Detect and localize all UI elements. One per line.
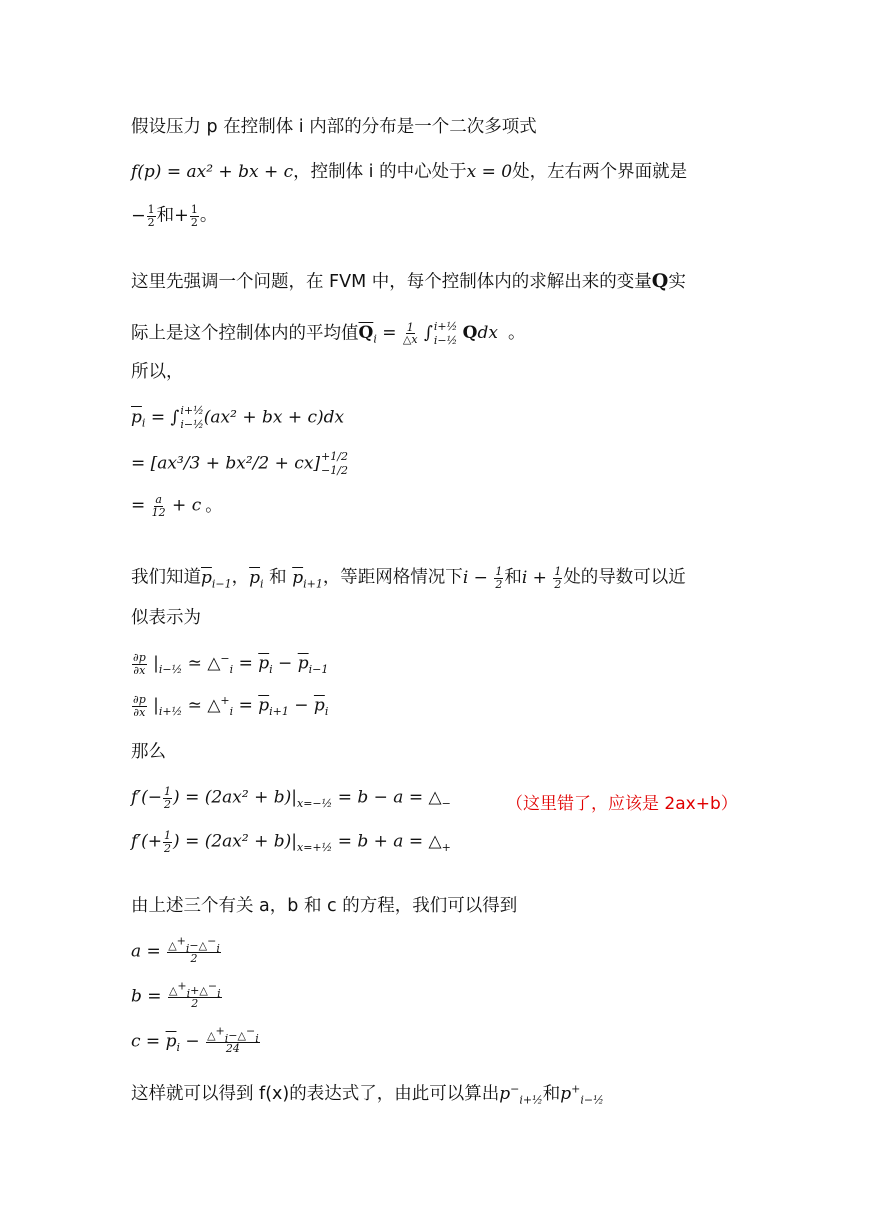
para2-line3: 所以， [131, 362, 184, 382]
variable-q: Q [651, 270, 669, 292]
para3-text-b: ， [231, 567, 250, 588]
upper-limit: +1/2 [321, 450, 348, 463]
solution-c: $c = \overline{p}_i$ − $\frac{\triangle^+_i-\triangle^-_i}{24}$ [131, 1024, 259, 1055]
p-minus-face: $p^-_{i+\frac{1}{2}}$ [499, 1082, 543, 1107]
antiderivative: = [ax³/3 + bx²/2 + cx] [131, 453, 321, 474]
p-bar-i-plus-1: $\overline{p}_{i+1}$ [292, 567, 323, 590]
minus-half: − $\frac{1}{2}$ [131, 203, 155, 229]
integrand: (ax² + bx + c)dx [203, 407, 345, 428]
para1-line2 [131, 162, 687, 183]
integral-evaluation [131, 450, 348, 478]
lower-limit: −1/2 [321, 463, 348, 477]
para4-label: 那么 [131, 742, 166, 762]
average-pressure-integral: $\overline{p}_i$ = ∫ i+½ i−½ (ax² + bx + c)dx [131, 404, 345, 431]
para5-line1: 由上述三个有关 a，b 和 c 的方程，我们可以得到 [131, 896, 518, 916]
para5-last-line [131, 1084, 604, 1105]
para2-line2-end: 。 [507, 323, 526, 344]
plus-half: + $\frac{1}{2}$ [174, 203, 198, 229]
forward-difference: $\frac{\partial p}{\partial x}$ $|_{i+\frac{1}{2}}$ ≃ $\triangle^+_i = \overline{p}_{i+1} - \overline{p}_i$ [133, 693, 329, 719]
para5-last-and: 和 [542, 1084, 561, 1104]
correction-note: （这里错了，应该是 2ax+b） [506, 794, 738, 814]
p-plus-face: $p^+_{i-\frac{1}{2}}$ [560, 1082, 604, 1107]
para3-text-c: 和 [263, 567, 293, 588]
average-definition: $\overline{Q}_i$ = $\frac{1}{\triangle x}$ ∫ i+½ i−½ Qdx [358, 320, 498, 347]
i-minus-half: i − $\frac{1}{2}$ [462, 565, 503, 591]
para3-line2: 似表示为 [131, 608, 201, 628]
para1-line3 [131, 204, 217, 228]
backward-difference: $\frac{\partial p}{\partial x}$ $|_{i-\frac{1}{2}}$ ≃ $\triangle^-_i = \overline{p}_i - \overline{p}_{i-1}$ [133, 651, 329, 677]
quadratic-expression: f(p) = ax² + bx + c [131, 162, 294, 182]
para1-line2-text-a: ，控制体 i 的中心处于 [293, 162, 467, 182]
integral-result-end: 。 [205, 495, 223, 516]
para3-line1 [131, 566, 686, 590]
para5-last-text-a: 这样就可以得到 f(x)的表达式了，由此可以算出 [131, 1084, 500, 1104]
para2-line2 [131, 320, 525, 348]
para1-line1: 假设压力 p 在控制体 i 内部的分布是一个二次多项式 [131, 117, 537, 137]
solution-a: a = $\frac{\triangle^+_i-\triangle^-_i}{2}$ [131, 934, 220, 965]
para1-line3-and: 和 [156, 205, 175, 226]
solution-b: b = $\frac{\triangle^+_i+\triangle^-_i}{2}$ [131, 979, 221, 1010]
para2-line1-text: 这里先强调一个问题，在 FVM 中，每个控制体内的求解出来的变量 [131, 272, 652, 292]
para2-line1 [131, 270, 686, 293]
derivative-left: f′(− $\frac{1}{2}$ ) = $(2ax^2 + b)|_{x=-\frac{1}{2}} = b - a$ = $\triangle_-$ [131, 785, 451, 811]
para2-line1-end: 实 [668, 272, 686, 292]
p-bar-i: $\overline{p}_i$ [249, 567, 264, 590]
para1-line2-text-b: 处，左右两个界面就是 [512, 162, 688, 182]
para3-text-a: 我们知道 [131, 567, 201, 588]
para3-text-e: 和 [504, 567, 522, 588]
para1-line3-end: 。 [199, 205, 218, 226]
para2-line2-text: 际上是这个控制体内的平均值 [131, 323, 359, 344]
i-plus-half: i + $\frac{1}{2}$ [521, 565, 562, 591]
p-bar-i-minus-1: $\overline{p}_{i-1}$ [201, 567, 232, 590]
derivative-right: f′(+ $\frac{1}{2}$ ) = $(2ax^2 + b)|_{x=+\frac{1}{2}} = b + a$ = $\triangle_+$ [131, 829, 451, 855]
integral-result: = $\frac{a}{12}$ + c 。 [131, 493, 223, 519]
center-position: x = 0 [466, 162, 513, 182]
para3-text-f: 处的导数可以近 [563, 567, 686, 588]
para3-text-d: ，等距网格情况下 [322, 567, 463, 588]
